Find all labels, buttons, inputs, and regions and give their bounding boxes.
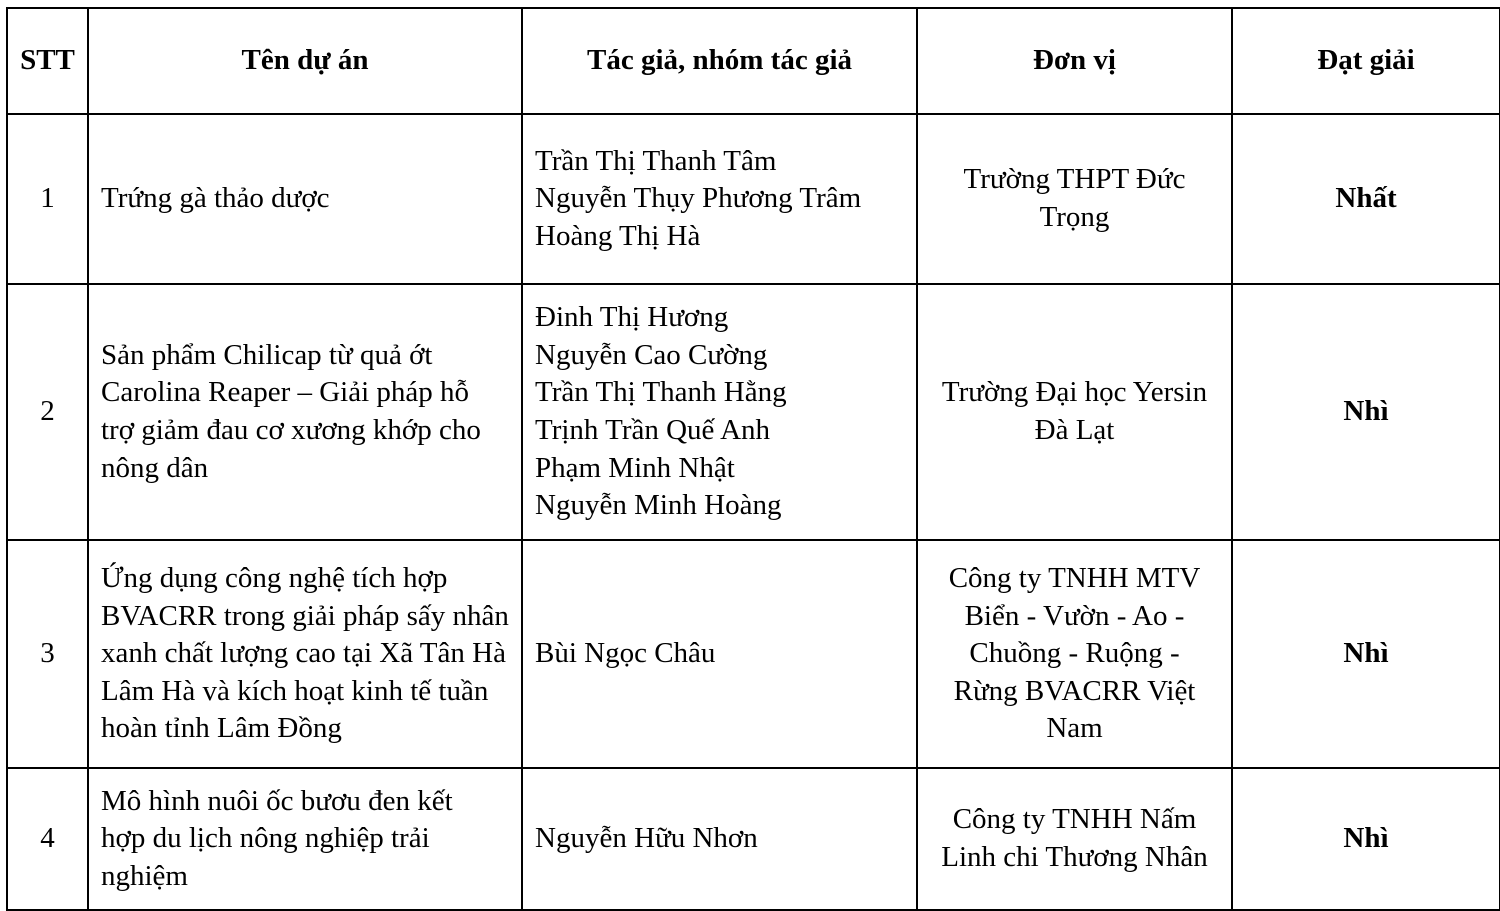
row-project: Trứng gà thảo dược: [88, 114, 522, 284]
header-unit: Đơn vị: [917, 8, 1232, 114]
header-row: [7, 8, 1500, 114]
row-authors: [522, 540, 917, 768]
row-award: Nhì: [1232, 540, 1500, 768]
header-authors: Tác giả, nhóm tác giả: [522, 8, 917, 114]
row-award: Nhất: [1232, 114, 1500, 284]
author-name: Bùi Ngọc Châu: [535, 637, 716, 670]
author-name: Phạm Minh Nhật: [535, 451, 735, 484]
row-authors: [522, 768, 917, 910]
author-name: Trịnh Trần Quế Anh: [535, 414, 771, 446]
row-stt: 3: [7, 540, 88, 768]
author-name: Trần Thị Thanh Hằng: [535, 376, 787, 409]
row-stt: 1: [7, 114, 88, 284]
awards-table: [6, 7, 1500, 911]
row-stt: 2: [7, 284, 88, 540]
author-name: Nguyễn Cao Cường: [535, 338, 768, 371]
row-authors: [522, 114, 917, 284]
row-project: Mô hình nuôi ốc bươu đen kết hợp du lịch nông nghiệp trải nghiệm: [88, 768, 522, 910]
table-row: [7, 540, 1500, 768]
table-row: [7, 768, 1500, 910]
unit-text: Trường THPT Đức Trọng: [963, 163, 1186, 233]
row-project: Ứng dụng công nghệ tích hợp BVACRR trong giải pháp sấy nhân xanh chất lượng cao tại Xã Tân Hà Lâm Hà và kích hoạt kinh tế tuần hoàn tỉnh Lâm Đồng: [88, 540, 522, 768]
row-award: Nhì: [1232, 284, 1500, 540]
author-name: Trần Thị Thanh Tâm: [535, 144, 777, 177]
author-name: Nguyễn Minh Hoàng: [535, 489, 782, 522]
header-award: Đạt giải: [1232, 8, 1500, 114]
header-stt: STT: [7, 8, 88, 114]
header-project: Tên dự án: [88, 8, 522, 114]
row-project: Sản phẩm Chilicap từ quả ớt Carolina Reaper – Giải pháp hỗ trợ giảm đau cơ xương khớp cho nông dân: [88, 284, 522, 540]
row-authors: [522, 284, 917, 540]
row-unit: Công ty TNHH Nấm Linh chi Thương Nhân: [917, 768, 1232, 910]
table-row: [7, 114, 1500, 284]
author-name: Hoàng Thị Hà: [535, 219, 701, 252]
author-name: Nguyễn Hữu Nhơn: [535, 822, 758, 855]
table-row: [7, 284, 1500, 540]
row-unit: [917, 114, 1232, 284]
author-name: Nguyễn Thụy Phương Trâm: [535, 182, 862, 215]
row-award: Nhì: [1232, 768, 1500, 910]
row-unit: Công ty TNHH MTV Biển - Vườn - Ao - Chuồng - Ruộng - Rừng BVACRR Việt Nam: [917, 540, 1232, 768]
row-unit: Trường Đại học Yersin Đà Lạt: [917, 284, 1232, 540]
author-name: Đinh Thị Hương: [535, 301, 729, 334]
row-stt: 4: [7, 768, 88, 910]
